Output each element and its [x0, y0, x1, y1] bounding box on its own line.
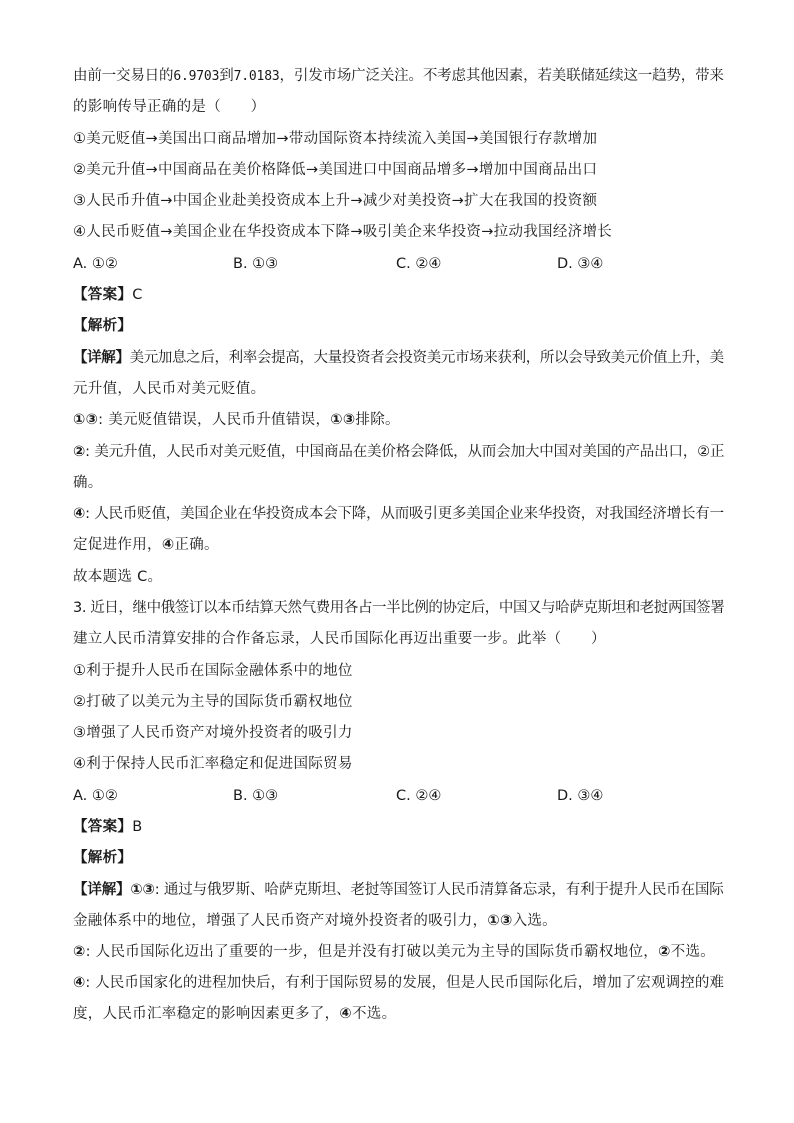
q2-detail-line2: 元升值，人民币对美元贬值。 — [73, 381, 266, 397]
detail-tag: 【详解】 — [73, 882, 131, 898]
text-run: : 人民币国家化的进程加快后，有利于国际贸易的发展，但是人民币国际化后，增加了宏观调控的难 — [85, 975, 725, 991]
q2-option-c: C. ②④ — [396, 256, 442, 272]
q2-stem-line1 — [73, 66, 724, 87]
q3-option-b: B. ①③ — [233, 788, 279, 804]
q2-conclusion: 故本题选 C。 — [73, 569, 163, 585]
answer-tag: 【答案】 — [73, 819, 133, 835]
q2-item: ②美元升值→中国商品在美价格降低→美国进口中国商品增多→增加中国商品出口 — [73, 162, 598, 178]
point-label: ④ — [73, 975, 86, 991]
text-run: 排除。 — [355, 412, 400, 428]
text-run: 定促进作用， — [73, 537, 162, 553]
q3-point2 — [73, 942, 715, 962]
rate-value: 7.0183 — [233, 69, 280, 84]
text-run: 由前一交易日的 — [73, 68, 174, 84]
q2-stem-line2: 的影响传导正确的是（ ） — [73, 99, 266, 115]
q3-point1 — [73, 880, 724, 900]
q2-option-b: B. ①③ — [233, 256, 279, 272]
text-run: 正确。 — [174, 537, 219, 553]
text-run: 不选。 — [351, 1006, 397, 1022]
detail-tag: 【详解】 — [73, 350, 130, 366]
q2-analysis-tag: 【解析】 — [73, 318, 133, 334]
text-run: : 通过与俄罗斯、哈萨克斯坦、老挝等国签订人民币清算备忘录，有利于提升人民币在国际 — [154, 882, 724, 898]
q2-point2-line2: 确。 — [73, 475, 103, 491]
q2-point1 — [73, 410, 400, 430]
q3-point3 — [73, 973, 724, 993]
q3-item: ②打破了以美元为主导的国际货币霸权地位 — [73, 694, 353, 710]
q2-answer — [73, 285, 143, 305]
point-ref: ④ — [161, 537, 175, 553]
point-ref: ①③ — [487, 913, 513, 929]
q3-point3-line2 — [73, 1004, 396, 1024]
q2-item: ①美元贬值→美国出口商品增加→带动国际资本持续流入美国→美国银行存款增加 — [73, 131, 598, 147]
text-run: : 美元升值，人民币对美元贬值，中国商品在美价格会降低，从而会加大中国对美国的产品出口，②正 — [85, 444, 725, 460]
text-run: : 人民币国际化迈出了重要的一步，但是并没有打破以美元为主导的国际货币霸权地位， — [85, 944, 659, 960]
answer-tag: 【答案】 — [73, 287, 133, 303]
q3-item: ③增强了人民币资产对境外投资者的吸引力 — [73, 725, 353, 741]
answer-value: C — [132, 287, 143, 303]
q2-point3 — [73, 504, 724, 524]
q3-answer — [73, 817, 142, 837]
point-label: ② — [73, 444, 86, 460]
point-label: ② — [73, 944, 86, 960]
q2-point2 — [73, 442, 724, 462]
answer-value: B — [132, 819, 143, 835]
rate-value: 6.9703 — [173, 69, 220, 84]
text-run: 到 — [219, 68, 234, 84]
q2-option-a: A. ①② — [73, 256, 118, 272]
q3-option-c: C. ②④ — [396, 788, 442, 804]
point-ref: ④ — [339, 1006, 352, 1022]
q3-stem-line1: 3. 近日，继中俄签订以本币结算天然气费用各占一半比例的协定后，中国又与哈萨克斯坦和老挝两国签署 — [73, 600, 725, 616]
text-run: 不选。 — [670, 944, 716, 960]
q2-item: ④人民币贬值→美国企业在华投资成本下降→吸引美企来华投资→拉动我国经济增长 — [73, 224, 613, 240]
point-label: ①③ — [73, 412, 99, 428]
point-label: ①③ — [130, 882, 155, 898]
q3-item: ①利于提升人民币在国际金融体系中的地位 — [73, 663, 353, 679]
point-label: ④ — [73, 506, 86, 522]
q3-option-d: D. ③④ — [557, 788, 604, 804]
text-run: : 人民币贬值，美国企业在华投资成本会下降，从而吸引更多美国企业来华投资，对我国经济增长有一 — [85, 506, 724, 522]
q2-detail-line1 — [73, 348, 724, 368]
q2-item: ③人民币升值→中国企业赴美投资成本上升→减少对美投资→扩大在我国的投资额 — [73, 193, 598, 209]
text-run: 金融体系中的地位，增强了人民币资产对境外投资者的吸引力， — [73, 913, 488, 929]
text-run: ，引发市场广泛关注。不考虑其他因素，若美联储延续这一趋势，带来 — [279, 68, 724, 84]
point-ref: ①③ — [330, 412, 356, 428]
text-run: 入选。 — [512, 913, 557, 929]
q3-point1-line2 — [73, 911, 557, 931]
q3-option-a: A. ①② — [73, 788, 118, 804]
text-run: 度，人民币汇率稳定的影响因素更多了， — [73, 1006, 340, 1022]
q3-analysis-tag: 【解析】 — [73, 850, 133, 866]
q2-option-d: D. ③④ — [557, 256, 604, 272]
text-run: 美元加息之后，利率会提高，大量投资者会投资美元市场来获利，所以会导致美元价值上升，美 — [129, 350, 724, 366]
q3-item: ④利于保持人民币汇率稳定和促进国际贸易 — [73, 756, 353, 772]
text-run: : 美元贬值错误，人民币升值错误， — [98, 412, 331, 428]
point-ref: ② — [658, 944, 671, 960]
q2-point3-line2 — [73, 535, 219, 555]
q3-stem-line2: 建立人民币清算安排的合作备忘录，人民币国际化再迈出重要一步。此举（ ） — [73, 631, 606, 647]
